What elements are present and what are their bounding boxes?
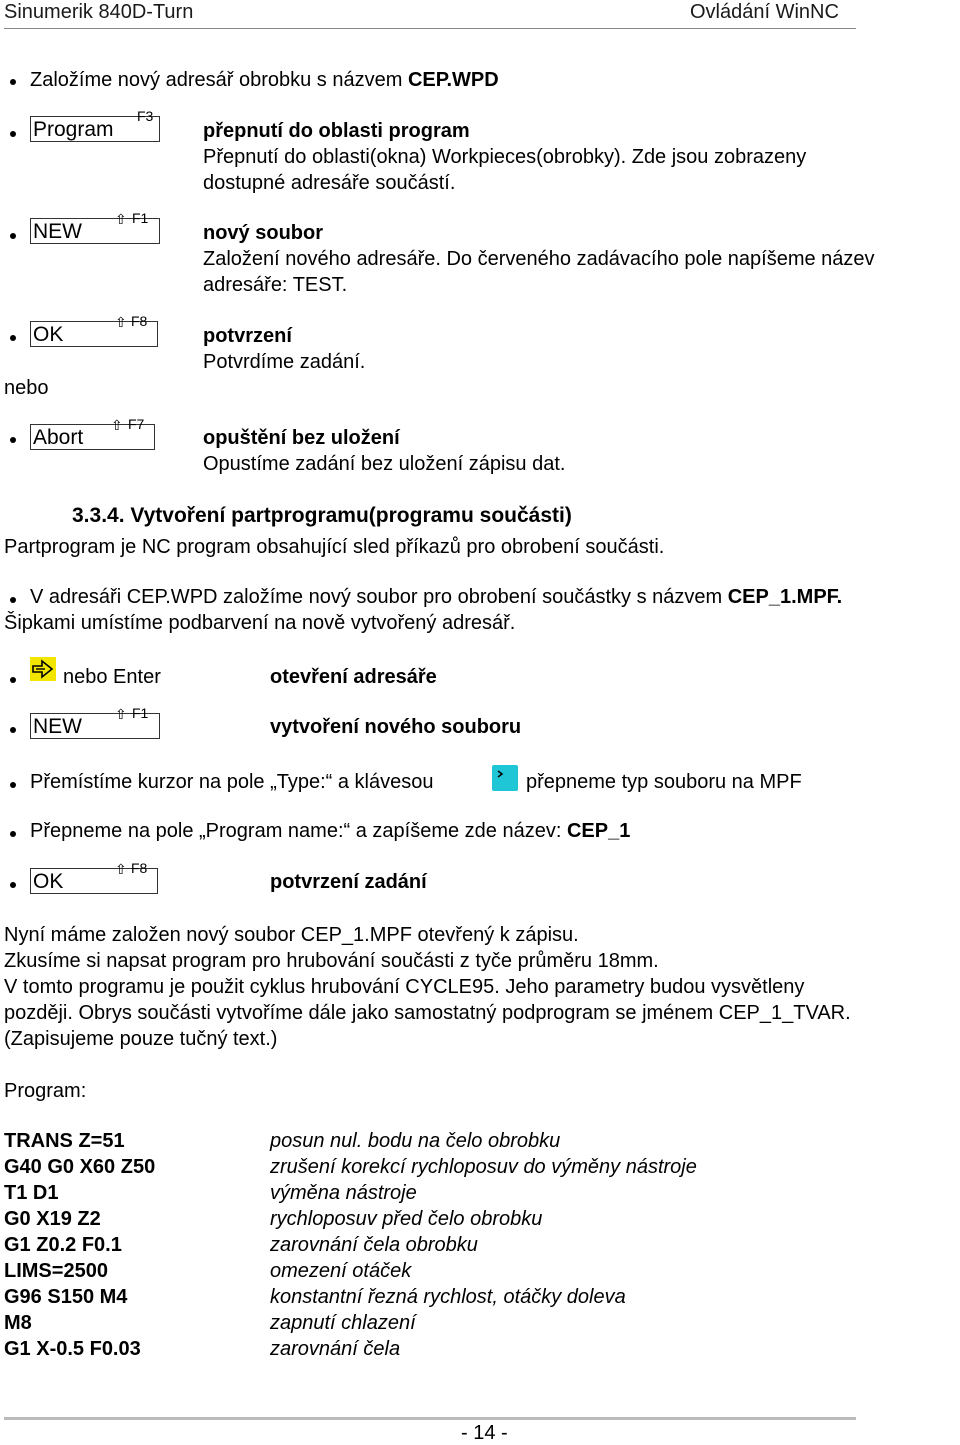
program-label: Program: [4, 1080, 87, 1102]
ok-title: potvrzení [203, 325, 292, 347]
step-type-text-2: přepneme typ souboru na MPF [526, 771, 802, 793]
paragraph-line: Zkusíme si napsat program pro hrubování součásti z tyče průměru 18mm. [4, 950, 659, 972]
program-code-line: G0 X19 Z2 [4, 1208, 101, 1230]
bullet [10, 727, 16, 733]
header-left: Sinumerik 840D-Turn [4, 1, 194, 23]
shift-icon: ⇧ [115, 314, 127, 330]
step-type-text: Přemístíme kurzor na pole „Type:“ a klávesou [30, 771, 434, 793]
footer-rule [4, 1417, 856, 1420]
program-comment: omezení otáček [270, 1260, 412, 1282]
abort-desc: Opustíme zadání bez uložení zápisu dat. [203, 453, 566, 475]
paragraph-line: (Zapisujeme pouze tučný text.) [4, 1028, 278, 1050]
bullet [10, 782, 16, 788]
shift-icon: ⇧ [115, 211, 127, 227]
softkey-program[interactable]: Program F3 [30, 116, 160, 142]
program-comment: zapnutí chlazení [270, 1312, 416, 1334]
f8-key-label: F8 [131, 313, 148, 329]
softkey-abort[interactable]: Abort ⇧ F7 [30, 424, 155, 450]
f7-key-label: F7 [128, 416, 145, 432]
bullet [10, 79, 16, 85]
step-name-line: Přepneme na pole „Program name:“ a zapíšeme zde název: CEP_1 [30, 820, 631, 842]
enter-text: nebo Enter [63, 666, 161, 688]
next-field-icon[interactable] [492, 765, 518, 791]
shift-icon: ⇧ [111, 417, 123, 433]
page-number: - 14 - [461, 1422, 508, 1444]
header-rule [4, 28, 856, 29]
ok-desc: Potvrdíme zadání. [203, 351, 366, 373]
softkey-new[interactable]: NEW ⇧ F1 [30, 218, 160, 244]
header-right: Ovládání WinNC [690, 1, 839, 23]
program-code-line: G1 Z0.2 F0.1 [4, 1234, 122, 1256]
program-comment: rychloposuv před čelo obrobku [270, 1208, 543, 1230]
bullet [10, 233, 16, 239]
new-desc-2: adresáře: TEST. [203, 274, 348, 296]
program-comment: zarovnání čela [270, 1338, 401, 1360]
f1-key-label: F1 [132, 705, 149, 721]
paragraph-line: V tomto programu je použit cyklus hrubování CYCLE95. Jeho parametry budou vysvětleny [4, 976, 805, 998]
softkey-ok[interactable]: OK ⇧ F8 [30, 321, 158, 347]
softkey-ok-2[interactable]: OK ⇧ F8 [30, 868, 158, 894]
program-desc: Přepnutí do oblasti(okna) Workpieces(obrobky). Zde jsou zobrazeny [203, 146, 807, 168]
abort-title: opuštění bez uložení [203, 427, 400, 449]
section-intro: Partprogram je NC program obsahující sled příkazů pro obrobení součásti. [4, 536, 665, 558]
paragraph-line: později. Obrys součásti vytvoříme dále jako samostatný podprogram se jménem CEP_1_TVAR. [4, 1002, 851, 1024]
bullet [10, 131, 16, 137]
bullet [10, 335, 16, 341]
program-code-line: LIMS=2500 [4, 1260, 108, 1282]
step-wpd-line-2: Šipkami umístíme podbarvení na nově vytvořený adresář. [4, 612, 516, 634]
program-comment: zrušení korekcí rychloposuv do výměny nástroje [270, 1156, 697, 1178]
new-desc: Založení nového adresáře. Do červeného zadávacího pole napíšeme název [203, 248, 875, 270]
shift-icon: ⇧ [115, 861, 127, 877]
step-wpd-line: V adresáři CEP.WPD založíme nový soubor pro obrobení součástky s názvem CEP_1.MPF. [30, 586, 843, 608]
bullet [10, 437, 16, 443]
section-title: 3.3.4. Vytvoření partprogramu(programu součásti) [72, 504, 572, 527]
bullet [10, 677, 16, 683]
intro-line: Založíme nový adresář obrobku s názvem CEP.WPD [30, 69, 499, 91]
program-comment: zarovnání čela obrobku [270, 1234, 478, 1256]
program-code-line: TRANS Z=51 [4, 1130, 125, 1152]
paragraph-line: Nyní máme založen nový soubor CEP_1.MPF otevřený k zápisu. [4, 924, 579, 946]
program-title: přepnutí do oblasti program [203, 120, 470, 142]
f8-key-label: F8 [131, 860, 148, 876]
program-code-line: G40 G0 X60 Z50 [4, 1156, 156, 1178]
confirm-title: potvrzení zadání [270, 871, 427, 893]
open-folder-title: otevření adresáře [270, 666, 437, 688]
new-file-title: vytvoření nového souboru [270, 716, 522, 738]
program-code-line: G96 S150 M4 [4, 1286, 128, 1308]
bullet [10, 831, 16, 837]
new-title: nový soubor [203, 222, 324, 244]
f3-key-label: F3 [137, 108, 154, 124]
program-comment: posun nul. bodu na čelo obrobku [270, 1130, 561, 1152]
softkey-new-2[interactable]: NEW ⇧ F1 [30, 713, 160, 739]
enter-arrow-icon[interactable] [30, 657, 56, 681]
program-code-line: M8 [4, 1312, 32, 1334]
bullet [10, 882, 16, 888]
program-comment: výměna nástroje [270, 1182, 417, 1204]
program-code-line: T1 D1 [4, 1182, 59, 1204]
program-comment: konstantní řezná rychlost, otáčky doleva [270, 1286, 626, 1308]
program-desc-2: dostupné adresáře součástí. [203, 172, 456, 194]
or-label: nebo [4, 377, 49, 399]
shift-icon: ⇧ [115, 706, 127, 722]
f1-key-label: F1 [132, 210, 149, 226]
bullet [10, 597, 16, 603]
program-code-line: G1 X-0.5 F0.03 [4, 1338, 141, 1360]
